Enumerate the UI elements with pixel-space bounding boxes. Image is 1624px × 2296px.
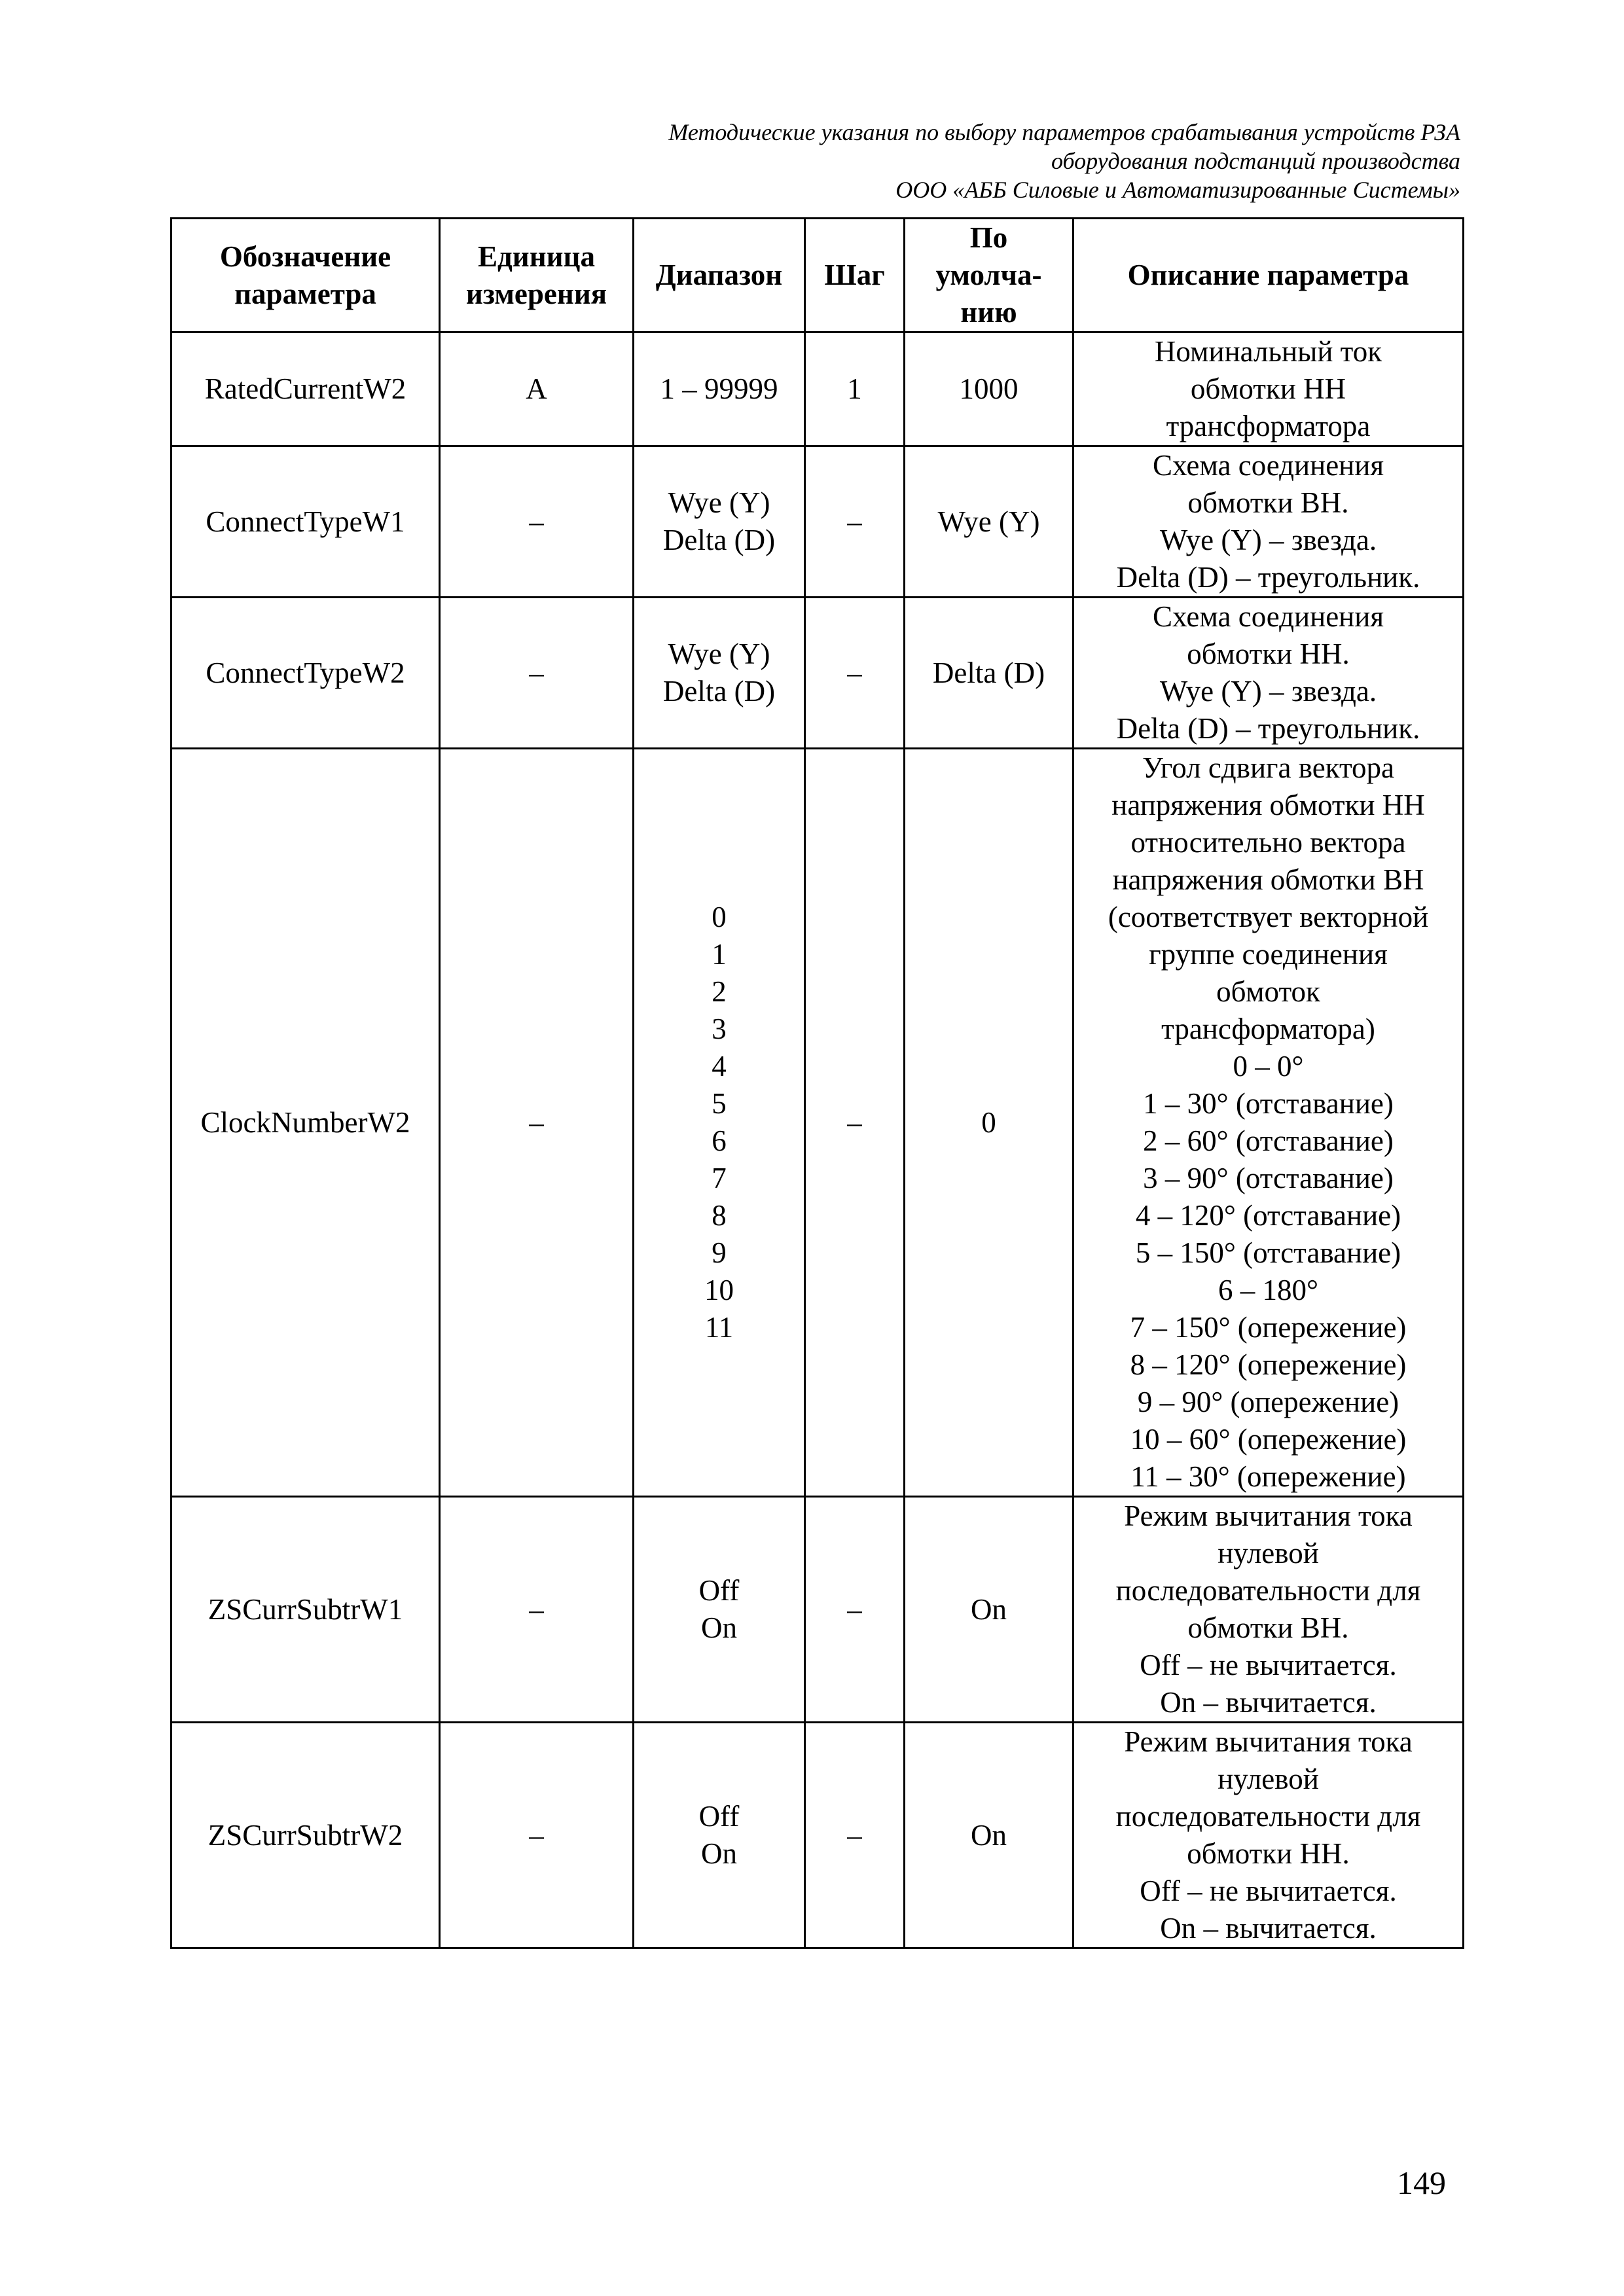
cell-description: Номинальный ток обмотки НН трансформатора [1074,332,1464,446]
header-default: По умолча- нию [905,219,1074,332]
cell-description: Схема соединения обмотки НН. Wye (Y) – звезда. Delta (D) – треугольник. [1074,598,1464,749]
cell-unit: – [440,1497,634,1723]
cell-step: 1 [805,332,905,446]
cell-name: ZSCurrSubtrW2 [171,1723,440,1948]
cell-name: ConnectTypeW2 [171,598,440,749]
cell-name: ClockNumberW2 [171,749,440,1497]
cell-name: ConnectTypeW1 [171,446,440,598]
cell-name: ZSCurrSubtrW1 [171,1497,440,1723]
cell-range: Wye (Y) Delta (D) [634,598,805,749]
table-row [171,1497,1464,1723]
table-row [171,749,1464,1497]
page-number: 149 [1397,2164,1446,2201]
document-header [413,118,1460,204]
cell-name: RatedCurrentW2 [171,332,440,446]
cell-unit: А [440,332,634,446]
cell-step: – [805,1497,905,1723]
table-row [171,598,1464,749]
header-unit: Единица измерения [440,219,634,332]
cell-unit: – [440,598,634,749]
header-range: Диапазон [634,219,805,332]
cell-range: 1 – 99999 [634,332,805,446]
cell-range: Wye (Y) Delta (D) [634,446,805,598]
cell-range: Off On [634,1723,805,1948]
cell-default: On [905,1723,1074,1948]
cell-step: – [805,446,905,598]
cell-unit: – [440,446,634,598]
header-line-3: ООО «АББ Силовые и Автоматизированные Системы» [895,177,1460,203]
cell-step: – [805,749,905,1497]
parameters-table [170,217,1464,1949]
table-row [171,1723,1464,1948]
header-line-1: Методические указания по выбору параметров срабатывания устройств РЗА [668,119,1460,145]
cell-description: Режим вычитания тока нулевой последовательности для обмотки ВН. Off – не вычитается. On – вычитается. [1074,1497,1464,1723]
cell-range: Off On [634,1497,805,1723]
cell-default: Delta (D) [905,598,1074,749]
cell-range: 0 1 2 3 4 5 6 7 8 9 10 11 [634,749,805,1497]
cell-description: Схема соединения обмотки ВН. Wye (Y) – звезда. Delta (D) – треугольник. [1074,446,1464,598]
cell-unit: – [440,1723,634,1948]
cell-default: On [905,1497,1074,1723]
header-step: Шаг [805,219,905,332]
table-header-row [171,219,1464,332]
header-description: Описание параметра [1074,219,1464,332]
header-line-2: оборудования подстанций производства [1051,148,1460,174]
cell-default: 1000 [905,332,1074,446]
cell-step: – [805,1723,905,1948]
cell-description: Угол сдвига вектора напряжения обмотки НН относительно вектора напряжения обмотки ВН (соответствует векторной группе соединения обмоток трансформатора) 0 – 0° 1 – 30° (отставание) 2 – 60° (отставание) 3 – 90° (отставание) 4 – 120° (отставание) 5 – 150° (отставание) 6 – 180° 7 – 150° (опережение) 8 – 120° (опережение) 9 – 90° (опережение) 10 – 60° (опережение) 11 – 30° (опережение) [1074,749,1464,1497]
table-row [171,446,1464,598]
table-row [171,332,1464,446]
cell-default: 0 [905,749,1074,1497]
cell-unit: – [440,749,634,1497]
cell-description: Режим вычитания тока нулевой последовательности для обмотки НН. Off – не вычитается. On – вычитается. [1074,1723,1464,1948]
cell-default: Wye (Y) [905,446,1074,598]
header-name: Обозначение параметра [171,219,440,332]
cell-step: – [805,598,905,749]
